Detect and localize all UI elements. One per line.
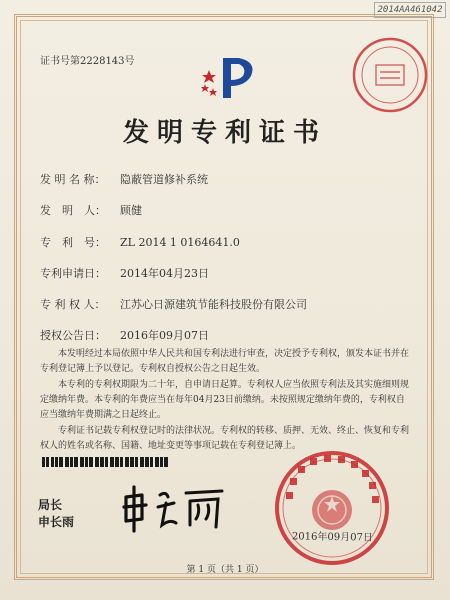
field-invention-name <box>40 171 208 187</box>
paragraph-grant: 本发明经过本局依照中华人民共和国专利法进行审查，决定授予专利权，颁发本证书并在专利登记簿上予以登记。专利权自授权公告之日起生效。 <box>40 349 410 374</box>
field-value: 顾健 <box>120 204 142 217</box>
director-title: 局长 <box>38 498 63 512</box>
certified-copy-stamp <box>350 35 430 115</box>
page-footer: 第 1 页（共 1 页） <box>186 565 264 575</box>
field-value: 隐蔽管道修补系统 <box>120 173 208 186</box>
field-value: 2016年09月07日 <box>120 329 209 342</box>
field-application-date <box>40 265 209 281</box>
field-value: ZL 2014 1 0164641.0 <box>120 236 240 249</box>
field-patentee <box>40 296 307 312</box>
field-value: 江苏心日源建筑节能科技股份有限公司 <box>120 298 307 311</box>
certificate-title: 发明专利证书 <box>122 118 327 148</box>
barcode <box>42 457 168 467</box>
handwritten-note: 2014AA461042 <box>374 2 446 18</box>
paragraph-term: 本专利的专利权期限为二十年，自申请日起算。专利权人应当依照专利法及其实施细则规定缴纳年费。本专利的年费应当在每年04月23日前缴纳。未按照规定缴纳年费的，专利权自应当缴纳年费期满之日起终止。 <box>40 380 410 420</box>
official-seal <box>272 448 392 568</box>
paragraph-legal-status: 专利证书记载专利权登记时的法律状况。专利权的转移、质押、无效、终止、恢复和专利权人的姓名或名称、国籍、地址变更等事项记载在专利登记簿上。 <box>40 426 410 451</box>
director-name: 申长雨 <box>38 515 75 529</box>
field-label: 授权公告日： <box>40 329 106 342</box>
field-label: 发 明 人： <box>40 204 106 217</box>
patent-office-logo <box>195 52 265 102</box>
field-label: 发 明 名 称： <box>40 173 106 186</box>
field-label: 专利申请日： <box>40 267 106 280</box>
director-signature <box>120 485 230 535</box>
seal-date: 2016年09月07日 <box>291 531 373 544</box>
field-label: 专 利 号： <box>40 236 106 249</box>
field-patent-number <box>40 234 240 250</box>
field-grant-date <box>40 327 209 343</box>
field-inventor <box>40 202 142 218</box>
certificate-number: 证书号第2228143号 <box>40 56 135 67</box>
field-value: 2014年04月23日 <box>120 267 209 280</box>
field-label: 专 利 权 人： <box>40 298 106 311</box>
